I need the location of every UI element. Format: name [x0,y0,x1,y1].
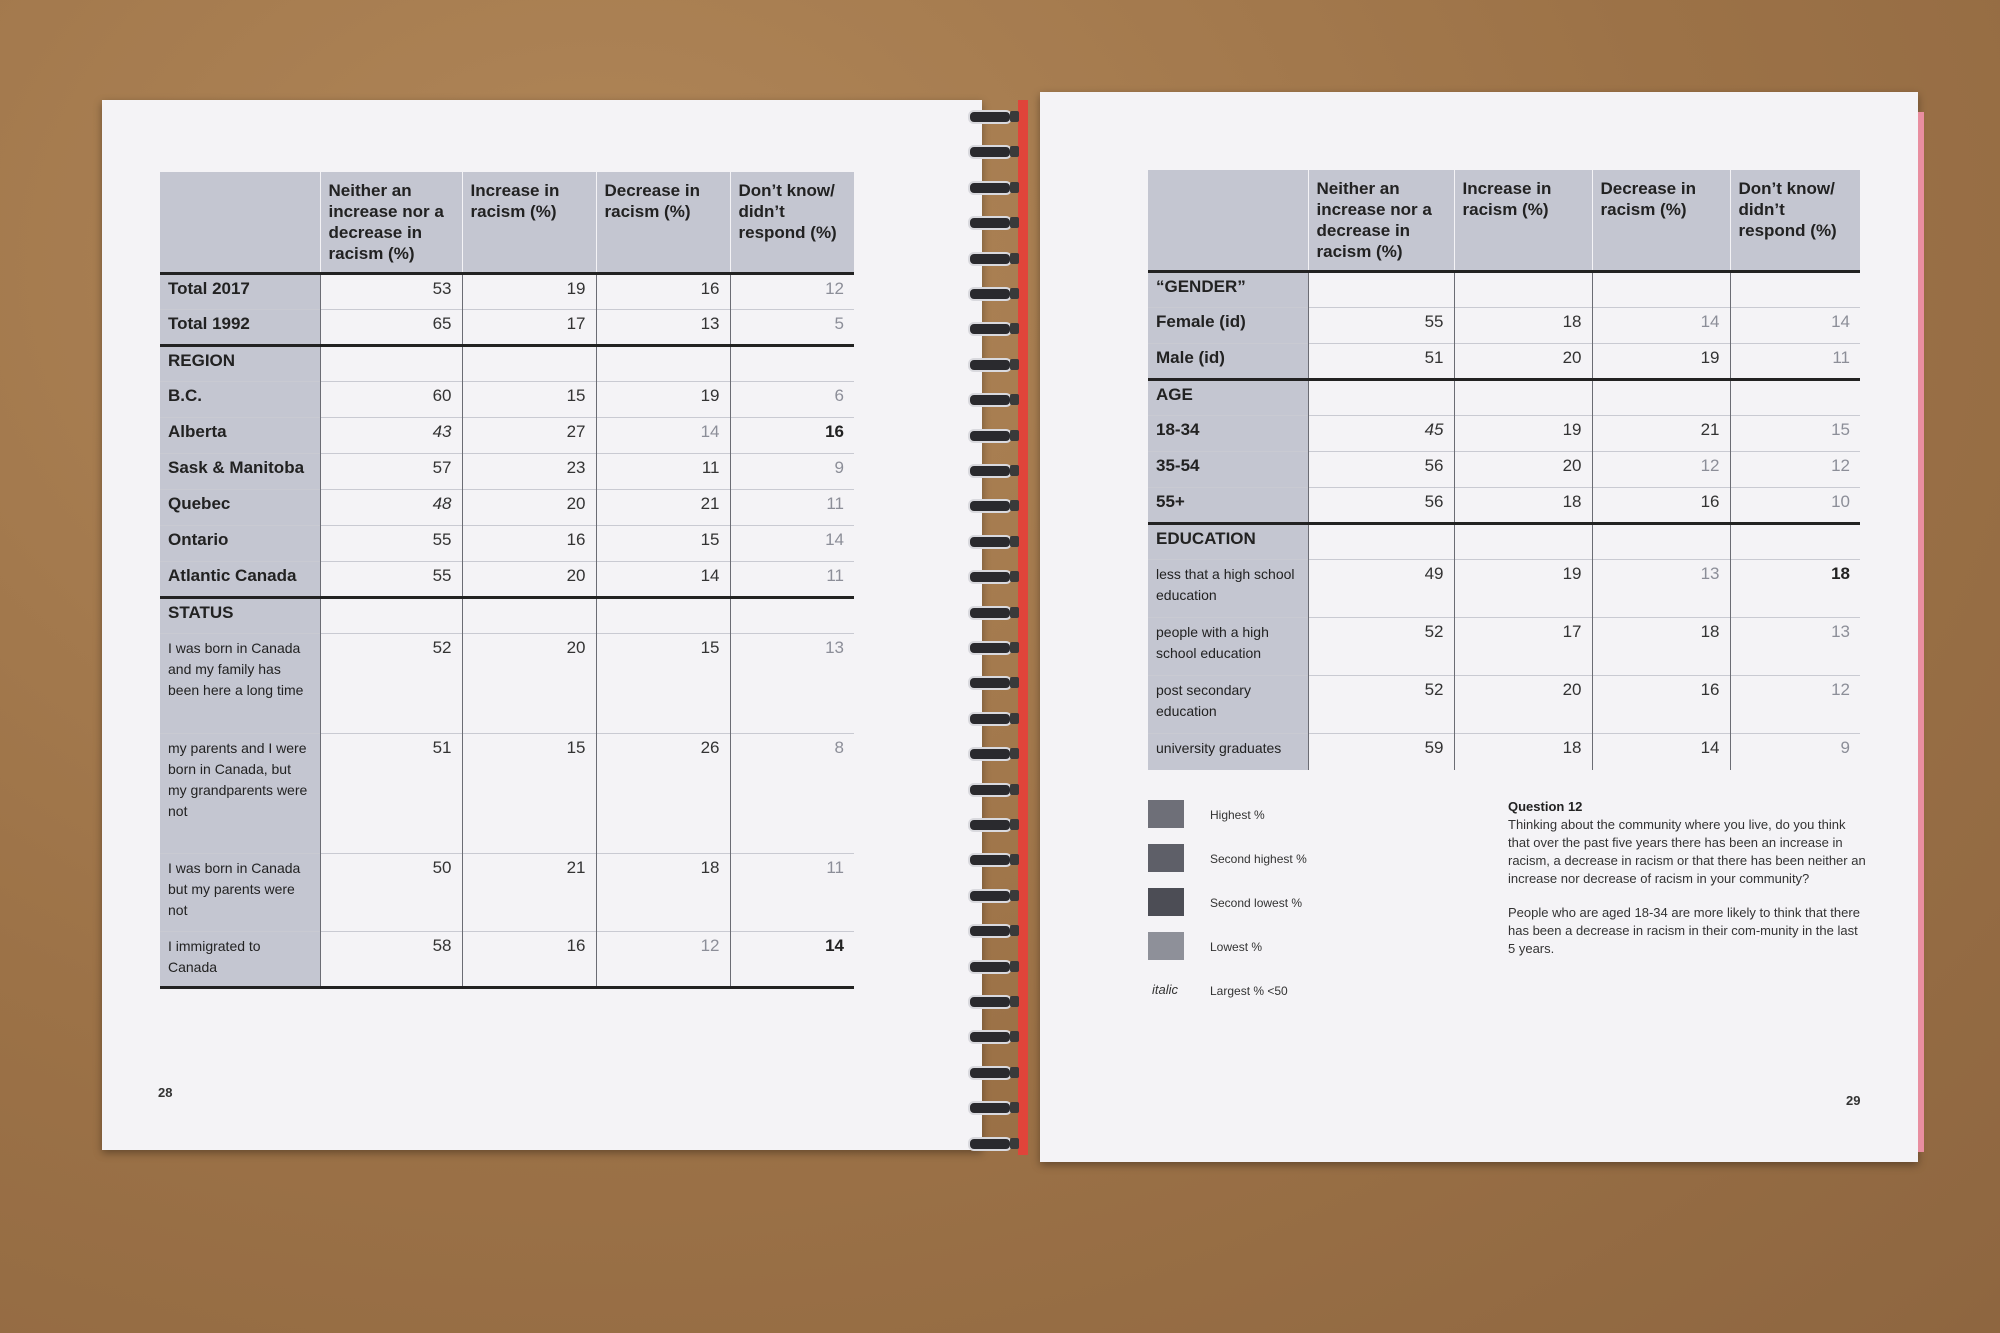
binding-ring [968,747,1024,760]
row-label: Quebec [160,490,320,526]
value-cell: 20 [1454,676,1592,734]
binding-ring [968,712,1024,725]
column-header: Decrease in racism (%) [1592,170,1730,272]
value-cell: 48 [320,490,462,526]
legend-item [1148,888,1448,918]
table-row [160,274,854,310]
value-cell: 43 [320,418,462,454]
empty-cell [320,598,462,634]
legend-label: Highest % [1210,808,1265,822]
value-cell: 18 [1454,734,1592,770]
binding-ring [968,216,1024,229]
legend-item [1148,932,1448,962]
section-label: AGE [1148,380,1308,416]
question-title: Question 12 [1508,799,1583,814]
legend-swatch [1148,932,1184,960]
binding-ring [968,499,1024,512]
value-cell: 20 [1454,452,1592,488]
value-cell: 18 [1730,560,1860,618]
page-number-left: 28 [158,1085,173,1100]
empty-cell [1308,272,1454,308]
value-cell: 19 [1592,344,1730,380]
binding-ring [968,889,1024,902]
table-row [160,562,854,598]
empty-cell [320,346,462,382]
value-cell: 11 [730,562,854,598]
row-label: 35-54 [1148,452,1308,488]
value-cell: 20 [462,490,596,526]
row-label: Alberta [160,418,320,454]
column-header: Neither an increase nor a decrease in racism (%) [1308,170,1454,272]
value-cell: 14 [1592,734,1730,770]
empty-cell [462,598,596,634]
value-cell: 14 [730,932,854,988]
binding-ring [968,853,1024,866]
empty-cell [1592,272,1730,308]
value-cell: 15 [1730,416,1860,452]
empty-cell [596,346,730,382]
row-label: less that a high school education [1148,560,1308,618]
value-cell: 14 [596,418,730,454]
column-header: Decrease in racism (%) [596,172,730,274]
row-label: university graduates [1148,734,1308,770]
value-cell: 55 [320,526,462,562]
table-row [160,634,854,734]
value-cell: 23 [462,454,596,490]
table-row [1148,560,1860,618]
binding-ring [968,1066,1024,1079]
section-label: STATUS [160,598,320,634]
empty-cell [1730,380,1860,416]
section-row [1148,524,1860,560]
binding-ring [968,535,1024,548]
value-cell: 18 [596,854,730,932]
binding-ring [968,783,1024,796]
value-cell: 55 [320,562,462,598]
empty-cell [1308,524,1454,560]
value-cell: 11 [730,490,854,526]
row-label: 18-34 [1148,416,1308,452]
value-cell: 52 [1308,676,1454,734]
table-row [160,382,854,418]
value-cell: 15 [596,526,730,562]
binding-ring [968,1030,1024,1043]
empty-cell [1454,524,1592,560]
binding-ring [968,1137,1024,1150]
column-header: Don’t know/ didn’t respond (%) [1730,170,1860,272]
page-number-right: 29 [1846,1093,1861,1108]
row-label: Atlantic Canada [160,562,320,598]
value-cell: 11 [1730,344,1860,380]
empty-cell [1730,524,1860,560]
value-cell: 11 [730,854,854,932]
row-label: Female (id) [1148,308,1308,344]
binding-ring [968,110,1024,123]
empty-cell [730,598,854,634]
table-row [160,854,854,932]
value-cell: 16 [596,274,730,310]
table-corner [1148,170,1308,272]
value-cell: 12 [1730,452,1860,488]
table-row [1148,488,1860,524]
binding-ring [968,924,1024,937]
value-cell: 17 [1454,618,1592,676]
binding-ring [968,960,1024,973]
legend-swatch [1148,844,1184,872]
row-label: I was born in Canada but my parents were not [160,854,320,932]
table-corner [160,172,320,274]
table-row [160,454,854,490]
row-label: I immigrated to Canada [160,932,320,988]
value-cell: 26 [596,734,730,854]
row-label: Ontario [160,526,320,562]
value-cell: 52 [1308,618,1454,676]
table-row [1148,452,1860,488]
table-row [160,310,854,346]
value-cell: 21 [596,490,730,526]
empty-cell [596,598,730,634]
binding-ring [968,145,1024,158]
value-cell: 20 [462,562,596,598]
row-label: I was born in Canada and my family has been here a long time [160,634,320,734]
empty-cell [1730,272,1860,308]
column-header: Increase in racism (%) [462,172,596,274]
value-cell: 18 [1592,618,1730,676]
section-label: “GENDER” [1148,272,1308,308]
value-cell: 12 [1730,676,1860,734]
right-results-table [1148,170,1860,770]
value-cell: 51 [1308,344,1454,380]
legend-label: Largest % <50 [1210,984,1288,998]
legend-item [1148,976,1448,1006]
empty-cell [1454,380,1592,416]
column-header: Neither an increase nor a decrease in racism (%) [320,172,462,274]
value-cell: 13 [1592,560,1730,618]
section-label: REGION [160,346,320,382]
empty-cell [1308,380,1454,416]
value-cell: 12 [596,932,730,988]
value-cell: 9 [730,454,854,490]
table-row [1148,344,1860,380]
row-label: my parents and I were born in Canada, but my grandparents were not [160,734,320,854]
value-cell: 65 [320,310,462,346]
legend-swatch [1148,800,1184,828]
value-cell: 16 [462,526,596,562]
value-cell: 15 [462,382,596,418]
column-header: Don’t know/ didn’t respond (%) [730,172,854,274]
binding-ring [968,322,1024,335]
section-row [1148,272,1860,308]
row-label: post secondary education [1148,676,1308,734]
table-row [1148,676,1860,734]
value-cell: 21 [1592,416,1730,452]
value-cell: 60 [320,382,462,418]
value-cell: 17 [462,310,596,346]
value-cell: 16 [1592,488,1730,524]
binding-ring [968,181,1024,194]
value-cell: 19 [596,382,730,418]
value-cell: 13 [1730,618,1860,676]
value-cell: 51 [320,734,462,854]
value-cell: 14 [596,562,730,598]
binding-ring [968,570,1024,583]
row-label: Sask & Manitoba [160,454,320,490]
value-cell: 8 [730,734,854,854]
binding-ring [968,606,1024,619]
value-cell: 53 [320,274,462,310]
value-cell: 45 [1308,416,1454,452]
row-label: 55+ [1148,488,1308,524]
question-text: Thinking about the community where you live, do you think that over the past five years there has been an increase in racism, a decrease in racism or that there has been neither an increase nor decrease of racism in your community? [1508,817,1866,886]
question-block [1508,798,1868,958]
binding-ring [968,1101,1024,1114]
legend-label: Second lowest % [1210,896,1303,910]
empty-cell [1592,380,1730,416]
row-label: people with a high school education [1148,618,1308,676]
value-cell: 12 [730,274,854,310]
binding-ring [968,995,1024,1008]
value-cell: 52 [320,634,462,734]
table-row [160,490,854,526]
page-edge [1918,112,1924,1152]
legend-item [1148,800,1448,830]
value-cell: 9 [1730,734,1860,770]
value-cell: 49 [1308,560,1454,618]
section-row [160,598,854,634]
value-cell: 16 [1592,676,1730,734]
value-cell: 12 [1592,452,1730,488]
value-cell: 18 [1454,308,1592,344]
empty-cell [730,346,854,382]
empty-cell [1592,524,1730,560]
value-cell: 6 [730,382,854,418]
spiral-binding [968,100,1036,1160]
legend-item [1148,844,1448,874]
binding-ring [968,818,1024,831]
value-cell: 57 [320,454,462,490]
value-cell: 58 [320,932,462,988]
legend-label: Second highest % [1210,852,1307,866]
value-cell: 50 [320,854,462,932]
binding-ring [968,252,1024,265]
legend-swatch [1148,888,1184,916]
column-header: Increase in racism (%) [1454,170,1592,272]
value-cell: 14 [730,526,854,562]
value-cell: 19 [462,274,596,310]
value-cell: 20 [1454,344,1592,380]
section-row [1148,380,1860,416]
section-row [160,346,854,382]
table-row [1148,308,1860,344]
value-cell: 11 [596,454,730,490]
value-cell: 10 [1730,488,1860,524]
binding-ring [968,393,1024,406]
row-label: Total 2017 [160,274,320,310]
value-cell: 19 [1454,560,1592,618]
legend-label: Lowest % [1210,940,1263,954]
row-label: Total 1992 [160,310,320,346]
table-row [1148,734,1860,770]
binding-ring [968,358,1024,371]
question-note: People who are aged 18-34 are more likely to think that there has been a decrease in racism in their com-munity in the last 5 years. [1508,905,1860,956]
value-cell: 5 [730,310,854,346]
value-cell: 14 [1730,308,1860,344]
value-cell: 56 [1308,452,1454,488]
empty-cell [462,346,596,382]
value-cell: 21 [462,854,596,932]
section-label: EDUCATION [1148,524,1308,560]
table-row [160,734,854,854]
value-cell: 14 [1592,308,1730,344]
value-cell: 27 [462,418,596,454]
binding-ring [968,429,1024,442]
value-cell: 13 [596,310,730,346]
binding-ring [968,464,1024,477]
row-label: B.C. [160,382,320,418]
value-cell: 16 [730,418,854,454]
value-cell: 55 [1308,308,1454,344]
table-row [1148,618,1860,676]
binding-ring [968,676,1024,689]
value-cell: 19 [1454,416,1592,452]
value-cell: 15 [462,734,596,854]
left-results-table [160,172,854,989]
legend-italic-marker: italic [1152,982,1179,997]
value-cell: 56 [1308,488,1454,524]
table-row [160,932,854,988]
binding-ring [968,287,1024,300]
table-row [160,526,854,562]
value-cell: 59 [1308,734,1454,770]
row-label: Male (id) [1148,344,1308,380]
table-row [1148,416,1860,452]
value-cell: 13 [730,634,854,734]
value-cell: 15 [596,634,730,734]
empty-cell [1454,272,1592,308]
value-cell: 20 [462,634,596,734]
value-cell: 16 [462,932,596,988]
binding-ring [968,641,1024,654]
value-cell: 18 [1454,488,1592,524]
table-row [160,418,854,454]
